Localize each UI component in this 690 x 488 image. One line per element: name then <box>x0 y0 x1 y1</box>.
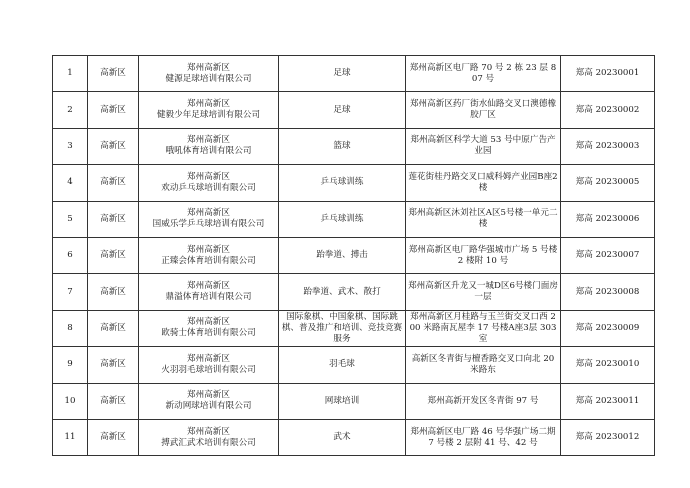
name-line-2: 健源足球培训有限公司 <box>165 73 252 84</box>
name-line-1: 郑州高新区 <box>187 390 230 401</box>
project-cell: 乒乓球训练 <box>279 165 406 201</box>
license-number-cell: 郑高 20230011 <box>561 383 655 419</box>
license-number-cell: 郑高 20230002 <box>561 92 655 128</box>
table-row <box>53 310 655 346</box>
district-cell: 高新区 <box>88 165 139 201</box>
institution-name-cell <box>139 310 279 346</box>
table-row <box>53 56 655 92</box>
address-cell: 郑州高新区沐刘社区A区5号楼一单元二楼 <box>406 201 561 237</box>
license-number-cell: 郑高 20230001 <box>561 56 655 92</box>
project-cell: 网球培训 <box>279 383 406 419</box>
address-cell: 郑州高新区电厂路 46 号华强广场二期 7 号楼 2 层附 41 号、42 号 <box>406 419 561 455</box>
license-number-cell: 郑高 20230005 <box>561 165 655 201</box>
project-cell: 足球 <box>279 56 406 92</box>
project-cell: 国际象棋、中国象棋、国际跳棋、普及推广和培训、竞技竞赛服务 <box>279 310 406 346</box>
name-line-2: 哦吼体育培训有限公司 <box>165 146 252 157</box>
institution-name-cell <box>139 237 279 273</box>
row-number: 10 <box>53 383 88 419</box>
address-cell: 郑州高新区升龙又一城D区6号楼门面房一层 <box>406 274 561 310</box>
institution-name-cell <box>139 165 279 201</box>
table-row <box>53 237 655 273</box>
project-cell: 足球 <box>279 92 406 128</box>
license-number-cell: 郑高 20230009 <box>561 310 655 346</box>
row-number: 8 <box>53 310 88 346</box>
name-line-1: 郑州高新区 <box>187 135 230 146</box>
district-cell: 高新区 <box>88 310 139 346</box>
address-cell: 郑州高新开发区冬青街 97 号 <box>406 383 561 419</box>
address-cell: 郑州高新区电厂路 70 号 2 栋 23 层 807 号 <box>406 56 561 92</box>
address-cell: 郑州高新区电厂路华强城市广场 5 号楼 2 楼附 10 号 <box>406 237 561 273</box>
name-line-1: 郑州高新区 <box>187 353 230 364</box>
row-number: 6 <box>53 237 88 273</box>
name-line-2: 健毅少年足球培训有限公司 <box>156 110 261 121</box>
table-body <box>53 56 655 456</box>
row-number: 4 <box>53 165 88 201</box>
institution-name-cell <box>139 92 279 128</box>
district-cell: 高新区 <box>88 128 139 164</box>
address-cell: 莲花街桂丹路交叉口威科姆产业园B座2楼 <box>406 165 561 201</box>
license-number-cell: 郑高 20230012 <box>561 419 655 455</box>
name-line-1: 郑州高新区 <box>187 99 230 110</box>
institution-name-cell <box>139 419 279 455</box>
district-cell: 高新区 <box>88 237 139 273</box>
table-row <box>53 383 655 419</box>
institution-name-cell <box>139 128 279 164</box>
project-cell: 跆拳道、搏击 <box>279 237 406 273</box>
address-cell: 郑州高新区科学大道 53 号中原广告产业园 <box>406 128 561 164</box>
row-number: 5 <box>53 201 88 237</box>
row-number: 2 <box>53 92 88 128</box>
name-line-2: 欢动乒乓球培训有限公司 <box>161 182 256 193</box>
district-cell: 高新区 <box>88 274 139 310</box>
name-line-1: 郑州高新区 <box>187 244 230 255</box>
name-line-1: 郑州高新区 <box>187 171 230 182</box>
name-line-2: 国威乐学乒乓球培训有限公司 <box>152 219 265 230</box>
license-table-sheet <box>52 55 655 456</box>
institution-name-cell <box>139 347 279 383</box>
project-cell: 乒乓球训练 <box>279 201 406 237</box>
institution-name-cell <box>139 56 279 92</box>
license-number-cell: 郑高 20230010 <box>561 347 655 383</box>
table-row <box>53 128 655 164</box>
address-cell: 高新区冬青街与檀香路交叉口向北 20 米路东 <box>406 347 561 383</box>
table-row <box>53 165 655 201</box>
name-line-2: 鼎溢体育培训有限公司 <box>165 292 252 303</box>
project-cell: 武术 <box>279 419 406 455</box>
row-number: 3 <box>53 128 88 164</box>
license-number-cell: 郑高 20230007 <box>561 237 655 273</box>
name-line-1: 郑州高新区 <box>187 62 230 73</box>
name-line-2: 火羽羽毛球培训有限公司 <box>161 364 256 375</box>
name-line-1: 郑州高新区 <box>187 281 230 292</box>
table-row <box>53 274 655 310</box>
project-cell: 跆拳道、武术、散打 <box>279 274 406 310</box>
name-line-2: 欧骑士体育培训有限公司 <box>161 328 256 339</box>
license-number-cell: 郑高 20230008 <box>561 274 655 310</box>
row-number: 1 <box>53 56 88 92</box>
name-line-2: 新动网球培训有限公司 <box>165 401 252 412</box>
project-cell: 羽毛球 <box>279 347 406 383</box>
address-cell: 郑州高新区月桂路与玉兰街交叉口西 200 米路南瓦屋李 17 号楼A座3层 303 室 <box>406 310 561 346</box>
table-row <box>53 201 655 237</box>
district-cell: 高新区 <box>88 201 139 237</box>
address-cell: 郑州高新区药厂街水仙路交叉口澳德橡胶厂区 <box>406 92 561 128</box>
district-cell: 高新区 <box>88 347 139 383</box>
table-row <box>53 92 655 128</box>
name-line-2: 搏武汇武术培训有限公司 <box>161 437 256 448</box>
training-institutions-table <box>52 55 655 456</box>
name-line-1: 郑州高新区 <box>187 208 230 219</box>
table-row <box>53 419 655 455</box>
district-cell: 高新区 <box>88 383 139 419</box>
institution-name-cell <box>139 383 279 419</box>
license-number-cell: 郑高 20230003 <box>561 128 655 164</box>
institution-name-cell <box>139 274 279 310</box>
name-line-1: 郑州高新区 <box>187 317 230 328</box>
institution-name-cell <box>139 201 279 237</box>
district-cell: 高新区 <box>88 56 139 92</box>
row-number: 9 <box>53 347 88 383</box>
name-line-2: 正臻会体育培训有限公司 <box>161 255 256 266</box>
name-line-1: 郑州高新区 <box>187 426 230 437</box>
table-row <box>53 347 655 383</box>
district-cell: 高新区 <box>88 92 139 128</box>
district-cell: 高新区 <box>88 419 139 455</box>
row-number: 7 <box>53 274 88 310</box>
license-number-cell: 郑高 20230006 <box>561 201 655 237</box>
project-cell: 篮球 <box>279 128 406 164</box>
row-number: 11 <box>53 419 88 455</box>
